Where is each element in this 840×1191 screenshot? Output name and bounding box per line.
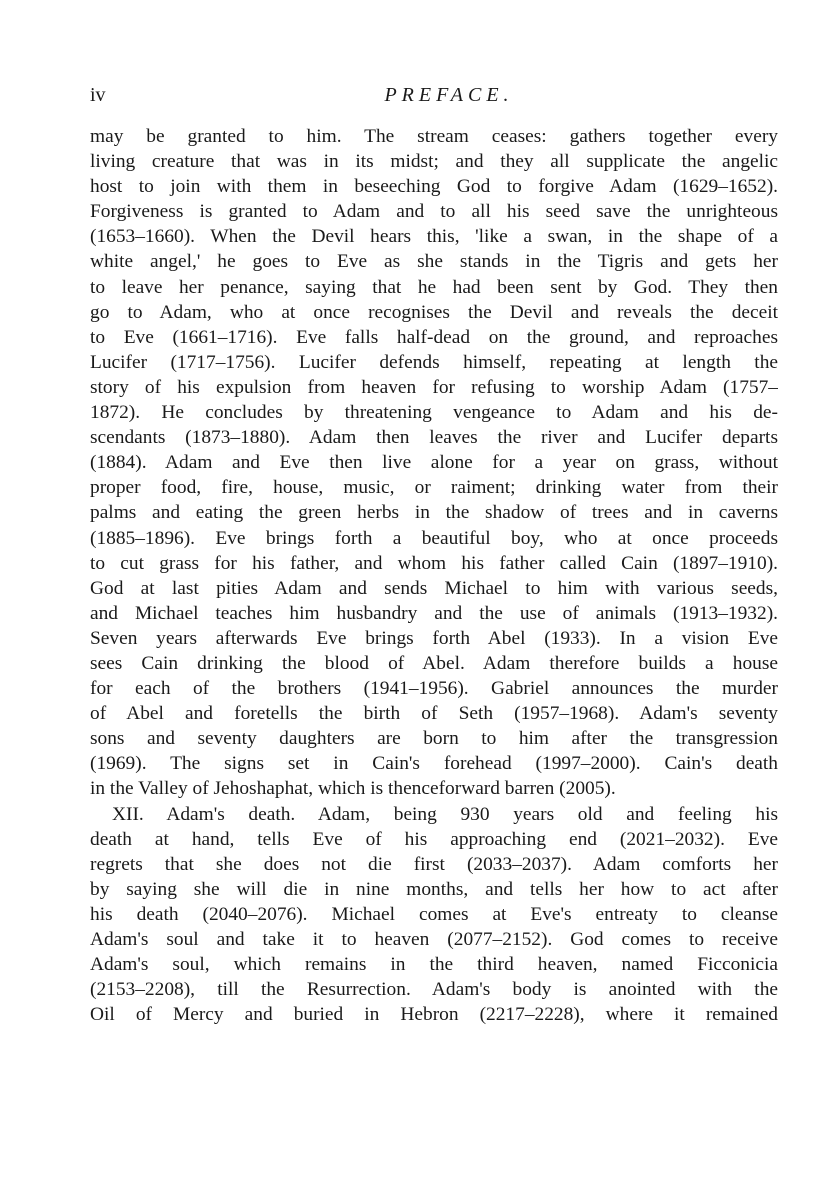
text-line: palms and eating the green herbs in the shadow of trees and in caverns bbox=[90, 502, 778, 524]
running-head bbox=[90, 84, 778, 114]
running-title: PREFACE. bbox=[384, 84, 514, 106]
text-line: (1969). The signs set in Cain's forehead (1997–2000). Cain's death bbox=[90, 753, 778, 775]
text-line: to cut grass for his father, and whom his father called Cain (1897–1910). bbox=[90, 552, 778, 574]
text-line: sons and seventy daughters are born to him after the transgression bbox=[90, 728, 778, 750]
text-line: Adam's soul and take it to heaven (2077–2152). God comes to receive bbox=[90, 929, 778, 950]
text-line: (1653–1660). When the Devil hears this, 'like a swan, in the shape of a bbox=[90, 226, 778, 248]
page bbox=[90, 84, 778, 1027]
text-line: sees Cain drinking the blood of Abel. Adam therefore builds a house bbox=[90, 652, 778, 674]
text-line: of Abel and foretells the birth of Seth (1957–1968). Adam's seventy bbox=[90, 703, 778, 725]
text-line: story of his expulsion from heaven for refusing to worship Adam (1757– bbox=[90, 376, 778, 398]
paragraph-2 bbox=[90, 802, 778, 1028]
text-line: by saying she will die in nine months, and tells her how to act after bbox=[90, 878, 778, 900]
text-line: 1872). He concludes by threatening vengeance to Adam and his de- bbox=[90, 402, 778, 424]
text-line: proper food, fire, house, music, or raiment; drinking water from their bbox=[90, 477, 778, 499]
text-line: white angel,' he goes to Eve as she stands in the Tigris and gets her bbox=[90, 251, 778, 273]
paragraph-1 bbox=[90, 124, 778, 802]
text-line: and Michael teaches him husbandry and the use of animals (1913–1932). bbox=[90, 602, 778, 624]
text-line: (1885–1896). Eve brings forth a beautiful boy, who at once proceeds bbox=[90, 527, 778, 549]
text-line: living creature that was in its midst; and they all supplicate the angelic bbox=[90, 151, 778, 173]
text-line: may be granted to him. The stream ceases: gathers together every bbox=[90, 126, 778, 147]
text-line: for each of the brothers (1941–1956). Gabriel announces the murder bbox=[90, 678, 778, 700]
text-line: go to Adam, who at once recognises the Devil and reveals the deceit bbox=[90, 301, 778, 323]
text-line: regrets that she does not die first (2033–2037). Adam comforts her bbox=[90, 853, 778, 875]
text-line: to leave her penance, saying that he had been sent by God. They then bbox=[90, 276, 778, 298]
text-line: death at hand, tells Eve of his approaching end (2021–2032). Eve bbox=[90, 828, 778, 850]
text-line: Seven years afterwards Eve brings forth Abel (1933). In a vision Eve bbox=[90, 627, 778, 649]
text-line: his death (2040–2076). Michael comes at Eve's entreaty to cleanse bbox=[90, 903, 778, 925]
body-text bbox=[90, 124, 778, 1027]
page-number: iv bbox=[90, 84, 106, 106]
text-line: Adam's soul, which remains in the third heaven, named Ficconicia bbox=[90, 954, 778, 976]
text-line: scendants (1873–1880). Adam then leaves the river and Lucifer departs bbox=[90, 427, 778, 449]
text-line: Oil of Mercy and buried in Hebron (2217–2228), where it remained bbox=[90, 1004, 778, 1026]
text-line: (2153–2208), till the Resurrection. Adam's body is anointed with the bbox=[90, 979, 778, 1001]
text-line: in the Valley of Jehoshaphat, which is thenceforward barren (2005). bbox=[90, 778, 616, 800]
text-line: XII. Adam's death. Adam, being 930 years old and feeling his bbox=[112, 803, 778, 825]
text-line: God at last pities Adam and sends Michael to him with various seeds, bbox=[90, 577, 778, 599]
text-line: Lucifer (1717–1756). Lucifer defends himself, repeating at length the bbox=[90, 351, 778, 373]
text-line: to Eve (1661–1716). Eve falls half-dead on the ground, and reproaches bbox=[90, 326, 778, 348]
text-line: (1884). Adam and Eve then live alone for a year on grass, without bbox=[90, 452, 778, 474]
text-line: host to join with them in beseeching God to forgive Adam (1629–1652). bbox=[90, 176, 778, 198]
text-line: Forgiveness is granted to Adam and to all his seed save the unrighteous bbox=[90, 201, 778, 223]
